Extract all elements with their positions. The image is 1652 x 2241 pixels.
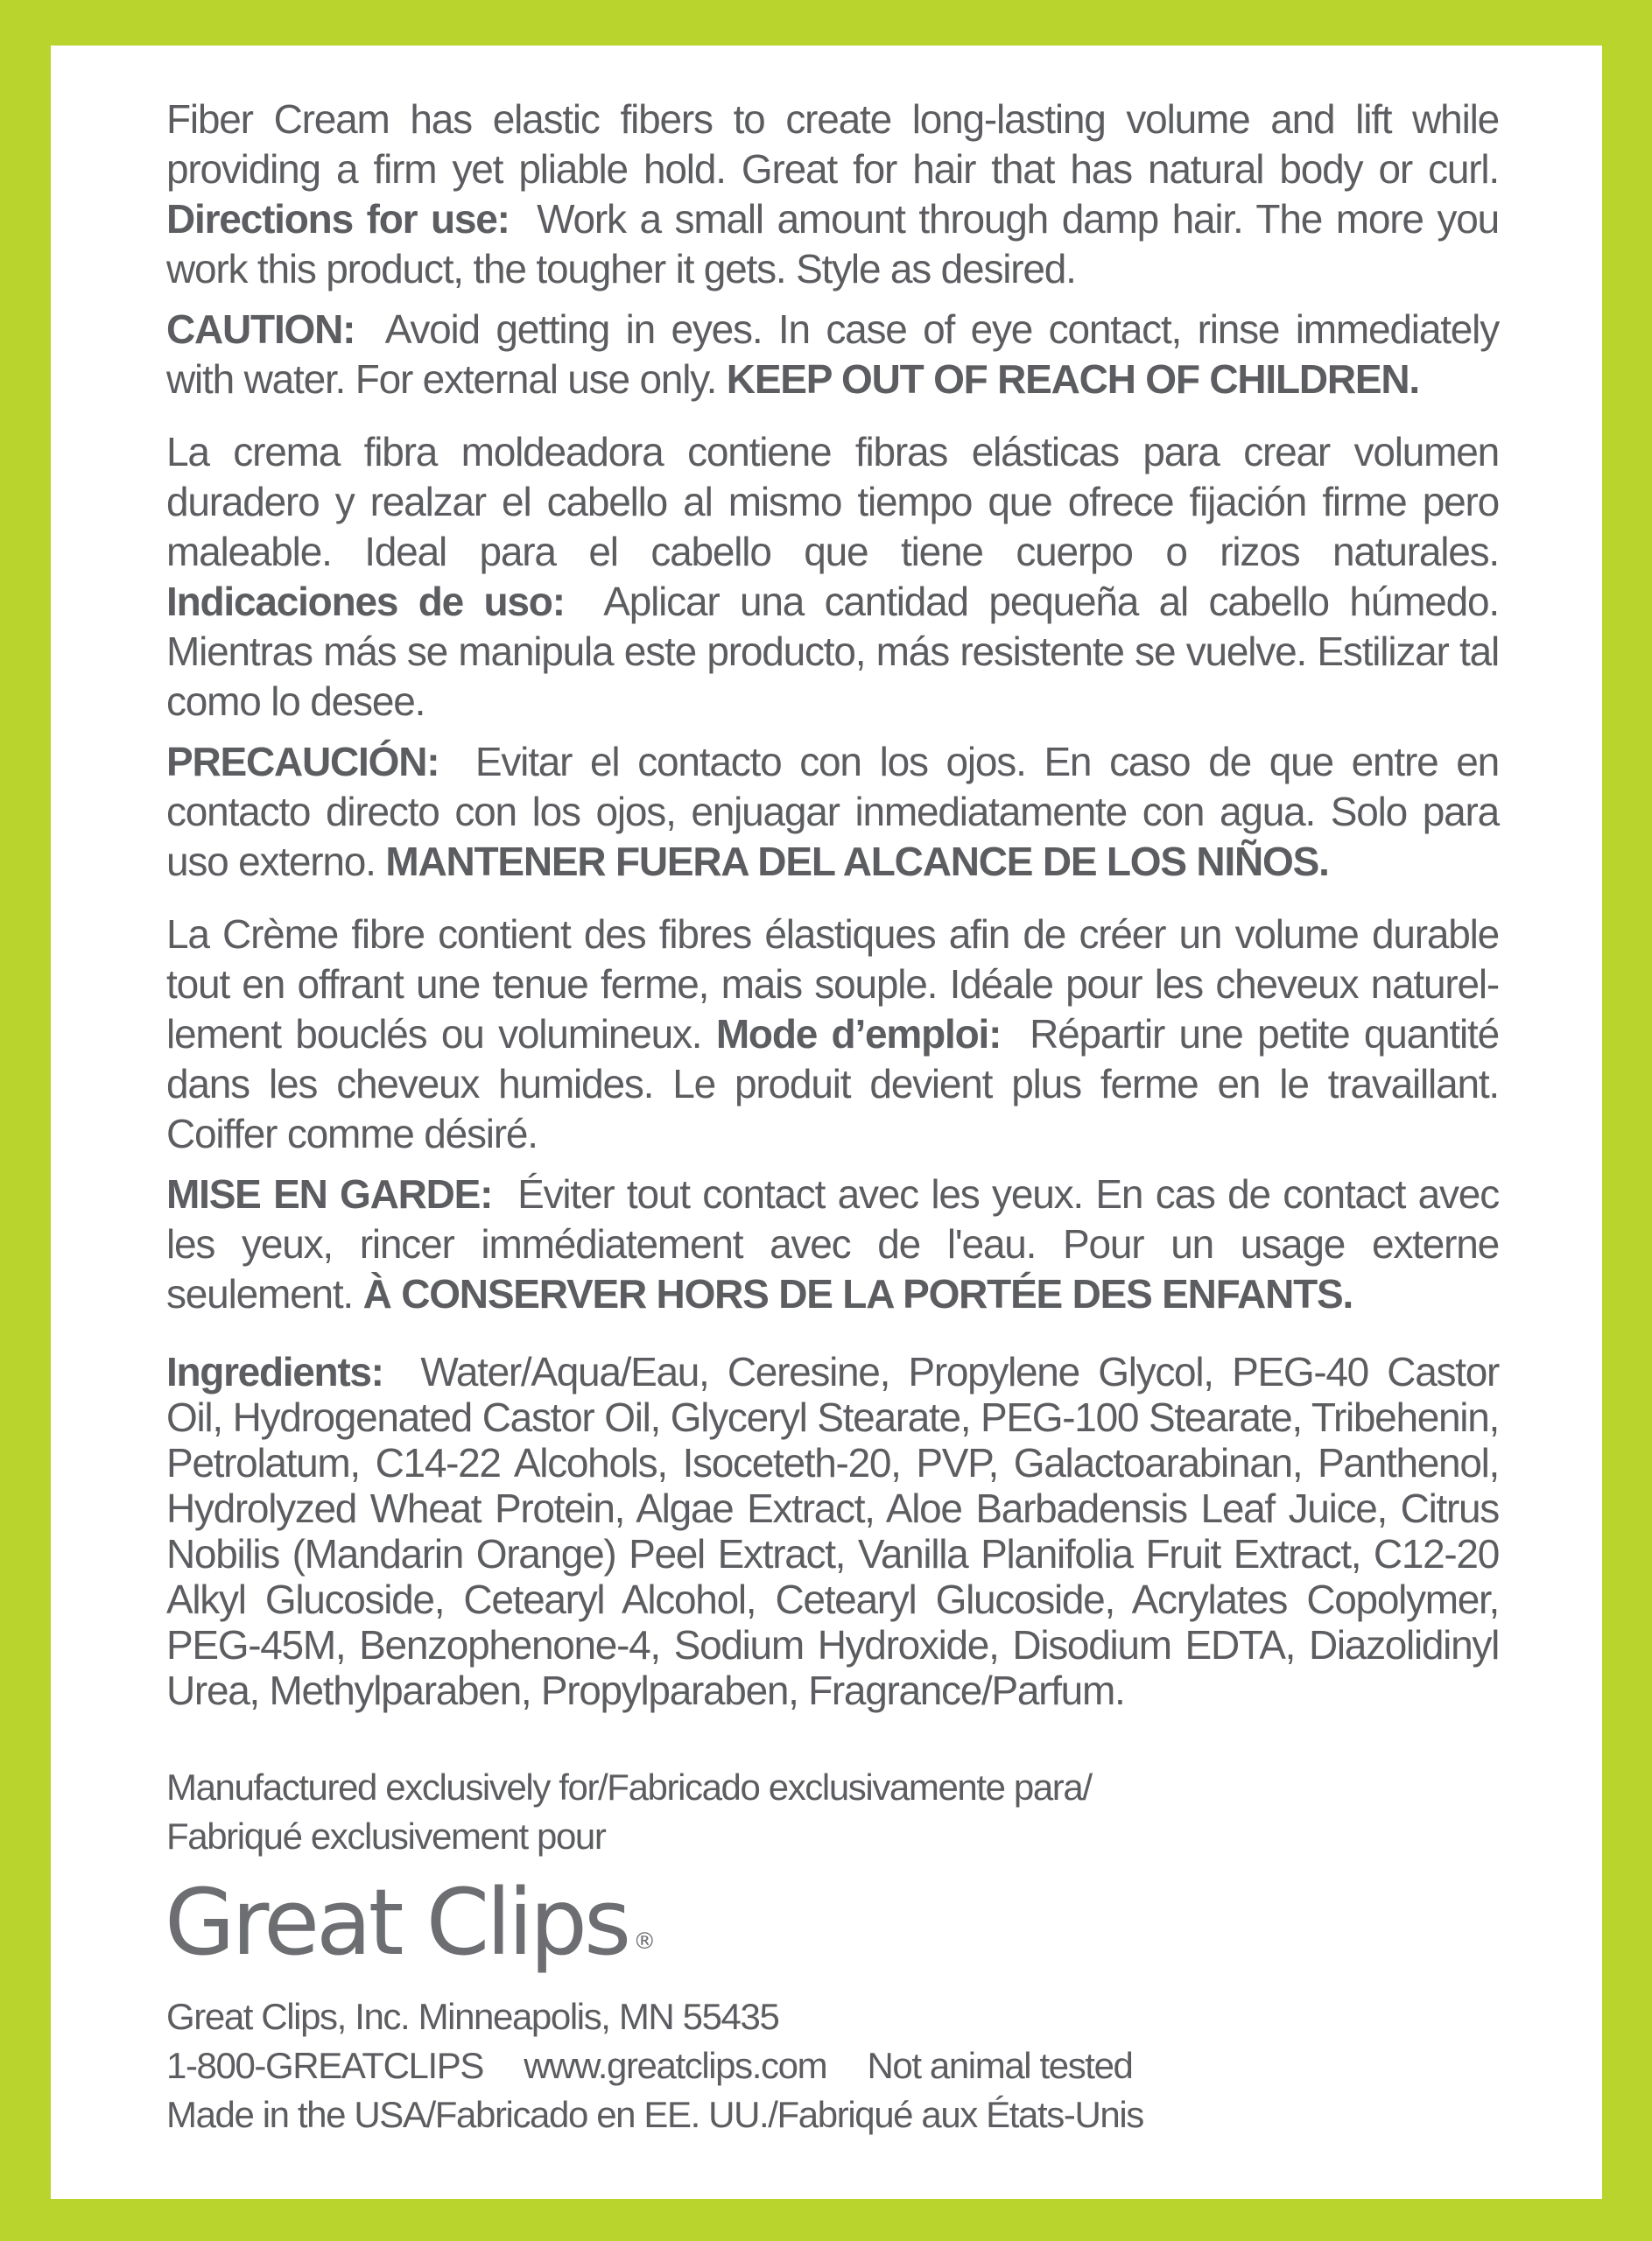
ingredients-list: Water/Aqua/Eau, Ceresine, Propylene Glycol, PEG-40 Castor Oil, Hydrogenated Castor Oil, Glyceryl Stearate, PEG-100 Stearate, Tribehenin, Petrolatum, C14-22 Alcohols, Isoceteth-20, PVP, Galactoarabinan, Panthenol, Hydrolyzed Wheat Protein, Algae Extract, Aloe Barbadensis Leaf Juice, Citrus Nobilis (Mandarin Orange) Peel Extract, Vanilla Planifolia Fruit Extract, C12-20 Alkyl Glucoside, Cetearyl Alcohol, Cetearyl Glucoside, Acrylates Copolymer, PEG-45M, Benzophenone-4, Sodium Hydroxide, Disodium EDTA, Diazolidinyl Urea, Methylparaben, Propylparaben, Fragrance/Parfum. [166,1349,1499,1713]
french-directions-label: Mode d’emploi: [715,1011,1002,1057]
website: www.greatclips.com [524,2045,827,2086]
spanish-caution [166,737,1499,887]
spanish-caution-warning: MANTENER FUERA DEL ALCANCE DE LOS NIÑOS. [385,839,1329,884]
english-section [166,95,1499,294]
english-caution-text: Avoid getting in eyes. In case of eye contact, rinse immediately with water. For external use only. [166,306,1499,402]
spanish-directions-label: Indicaciones de uso: [166,579,565,624]
manufactured-for-line1: Manufactured exclusively for/Fabricado exclusivamente para/ [166,1767,1092,1808]
ingredients-section [166,1349,1499,1713]
french-caution-label: MISE EN GARDE: [166,1171,493,1217]
english-caution [166,305,1499,404]
english-caution-label: CAUTION: [166,306,355,352]
english-directions-label: Directions for use: [166,196,510,242]
english-directions-text: Work a small amount through damp hair. The more you work this product, the tougher it gets. Style as desired. [166,196,1499,292]
label-panel [51,46,1602,2199]
french-caution [166,1170,1499,1319]
spanish-directions-text: Aplicar una cantidad pequeña al cabello húmedo. Mientras más se manipula este producto, más resistente se vuelve. Estilizar tal como lo desee. [166,579,1499,724]
label-text [166,95,1499,1713]
english-caution-warning: KEEP OUT OF REACH OF CHILDREN. [726,356,1419,402]
phone-number: 1-800-GREATCLIPS [166,2045,483,2086]
french-caution-warning: À CONSERVER HORS DE LA PORTÉE DES ENFANTS. [362,1271,1353,1317]
country-of-origin: Made in the USA/Fabricado en EE. UU./Fabriqué aux États-Unis [166,2094,1143,2135]
manufacturer-footer [166,1763,1499,2139]
spanish-caution-text: Evitar el contacto con los ojos. En caso de que entre en contacto directo con los ojos, enjuagar inmediatamente con agua. Solo para uso externo. [166,739,1499,884]
great-clips-logo [165,1870,1499,1975]
contact-row [166,2041,1499,2090]
registered-mark-icon: ® [633,1928,657,1955]
logo-wordmark: Great Clips [165,1869,629,1976]
english-intro: Fiber Cream has elastic fibers to create long-lasting volume and lift while providing a firm yet pliable hold. Great for hair that has natural body or curl. [166,96,1499,192]
french-section [166,910,1499,1159]
french-directions-text: Répartir une petite quantité dans les cheveux humides. Le produit devient plus ferme en le travaillant. Coiffer comme désiré. [166,1011,1499,1156]
french-intro: La Crème fibre contient des fibres élastiques afin de créer un volume durable tout en offrant une tenue ferme, mais souple. Idéale pour les cheveux naturel-lement bouclés ou volumineux. [166,911,1499,1057]
french-caution-text: Éviter tout contact avec les yeux. En cas de contact avec les yeux, rincer immédiatement avec de l'eau. Pour un usage externe seulement. [166,1171,1499,1317]
ingredients-label: Ingredients: [166,1349,383,1394]
manufactured-for-line2: Fabriqué exclusivement pour [166,1816,606,1857]
spanish-intro: La crema fibra moldeadora contiene fibras elásticas para crear volumen duradero y realzar el cabello al mismo tiempo que ofrece fijación firme pero maleable. Ideal para el cabello que tiene cuerpo o rizos naturales. [166,429,1499,574]
animal-testing-note: Not animal tested [867,2045,1133,2086]
company-address: Great Clips, Inc. Minneapolis, MN 55435 [166,1996,779,2037]
spanish-section [166,427,1499,727]
spanish-caution-label: PRECAUCIÓN: [166,739,439,784]
